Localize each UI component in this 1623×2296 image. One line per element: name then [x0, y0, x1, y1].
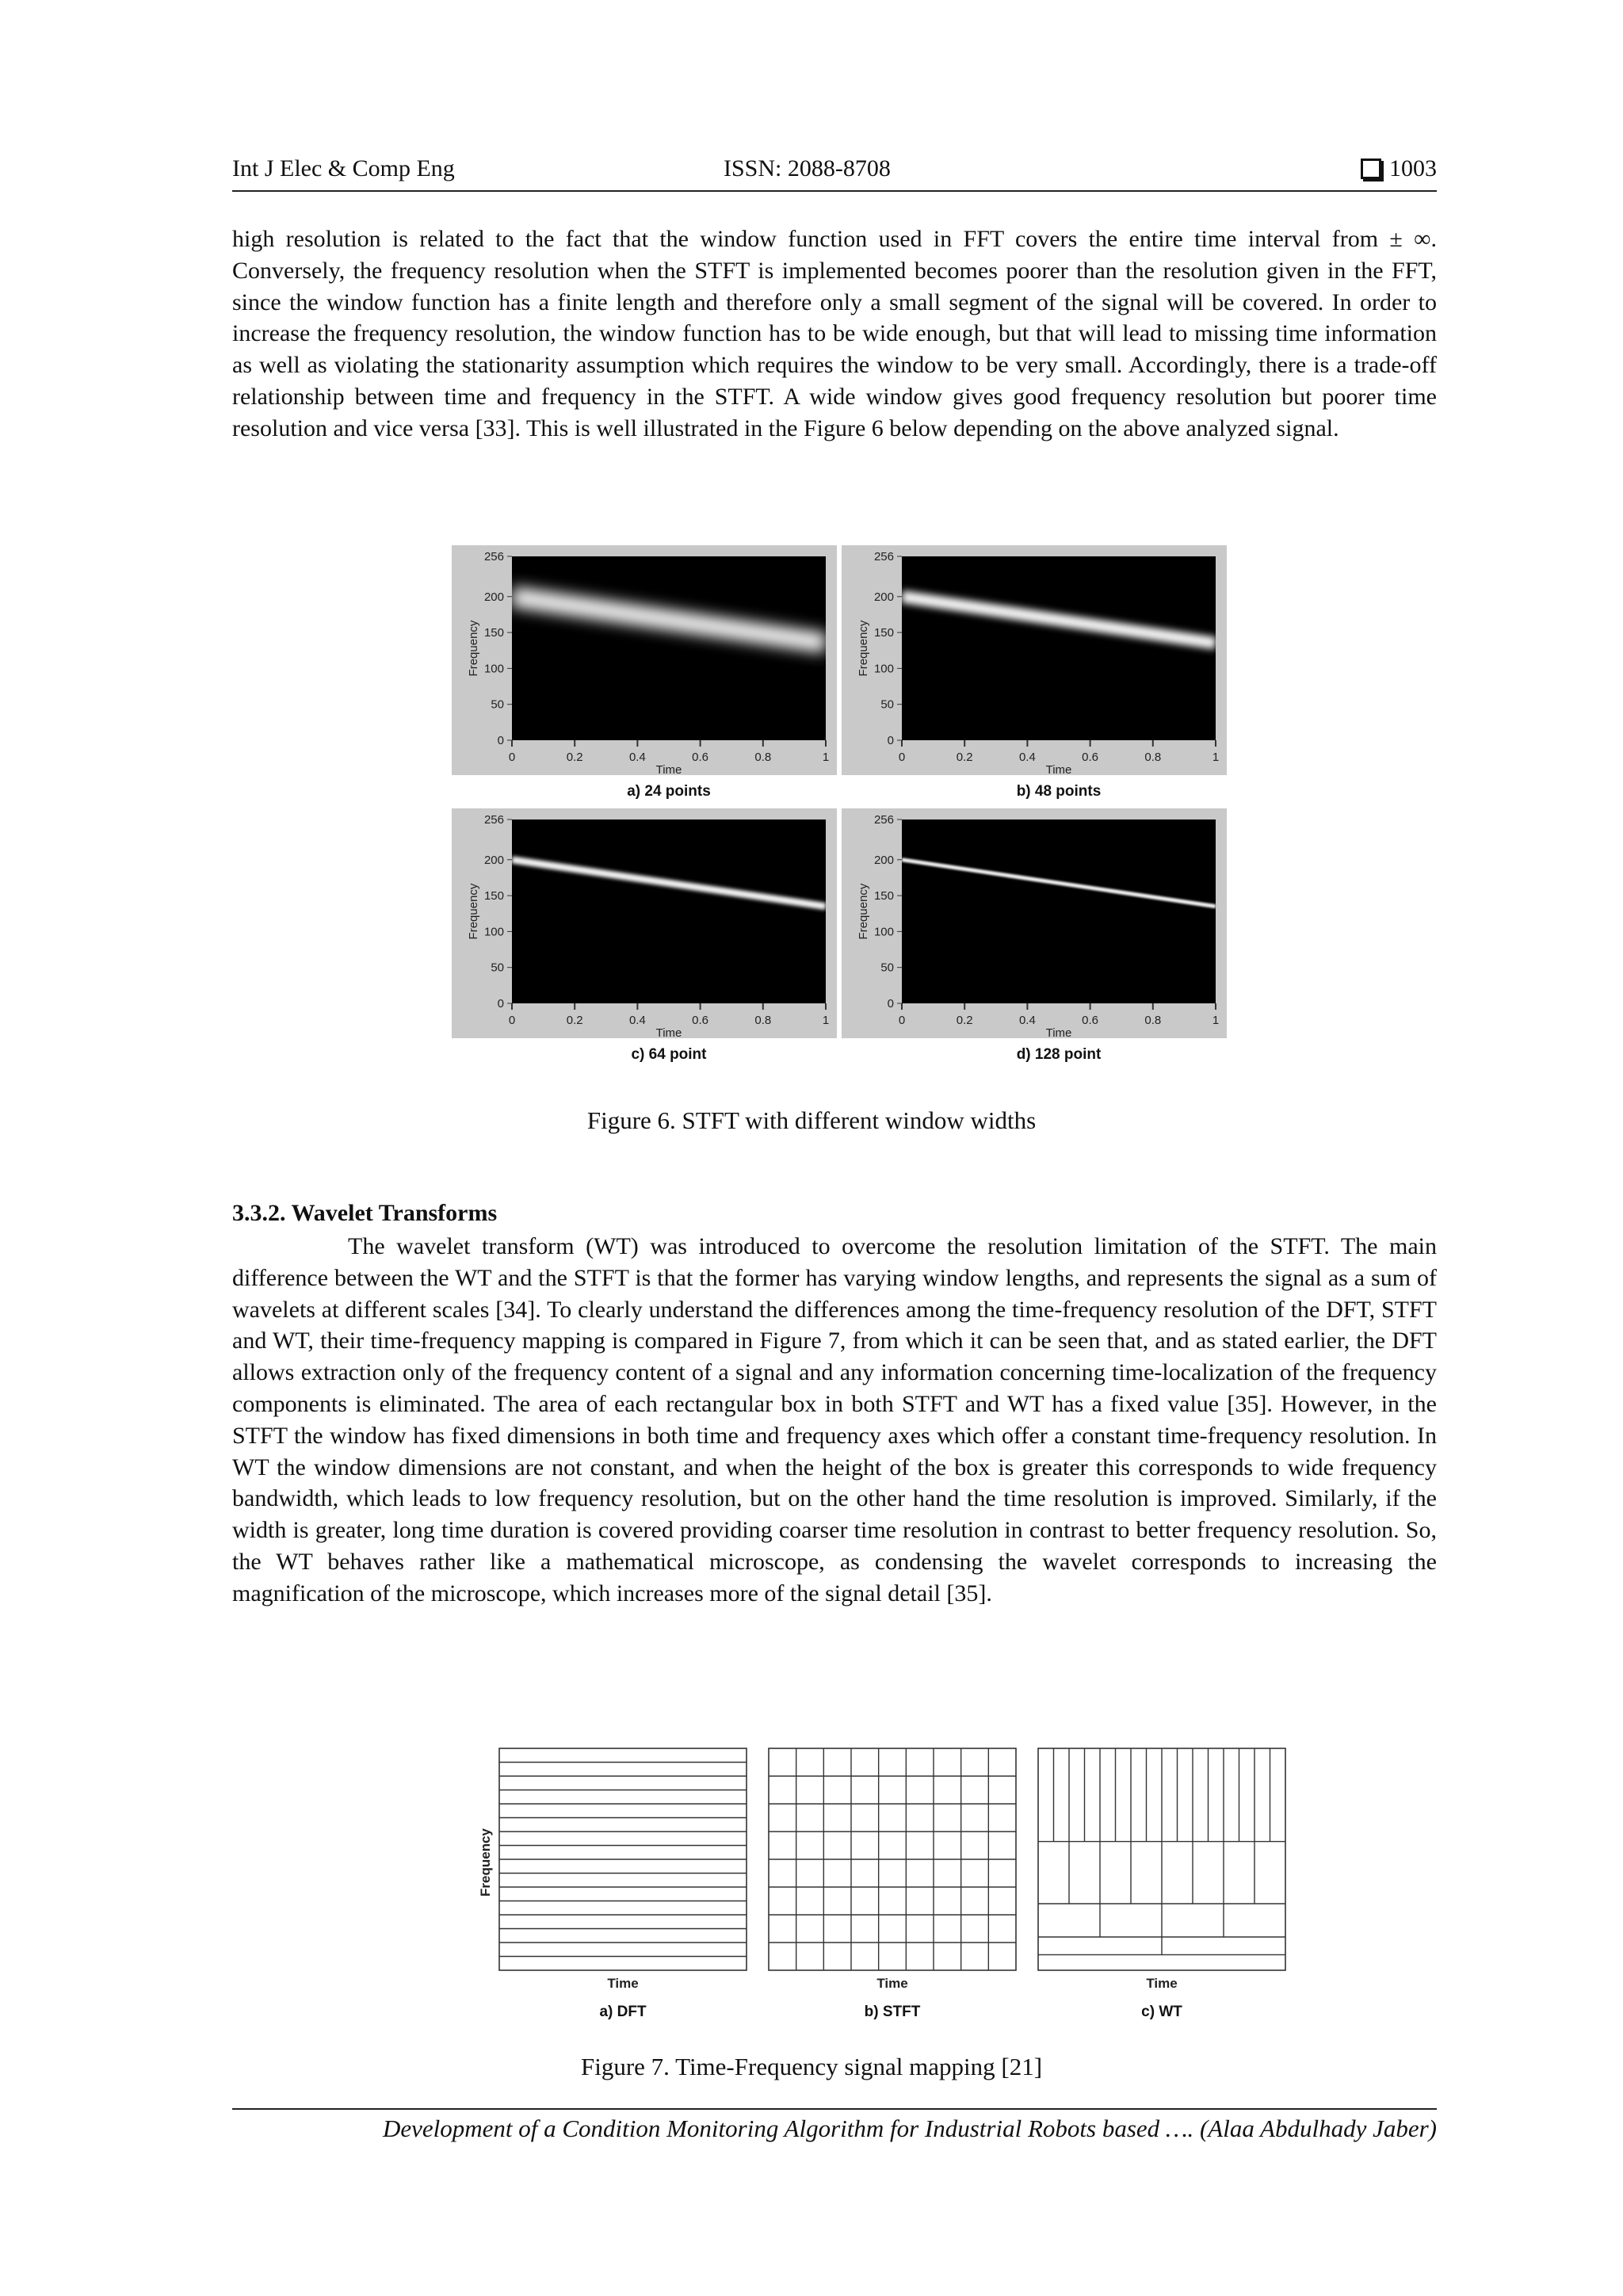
y-axis-label: Frequency: [467, 883, 480, 940]
body-paragraph-2: The wavelet transform (WT) was introduced to overcome the resolution limitation of the STFT. The main difference between the WT and the STFT is that the former has varying window lengths, and represents the signal as a sum of wavelets at different scales [34]. To clearly understand the differences among the time-frequency resolution of the DFT, STFT and WT, their time-frequency mapping is compared in Figure 7, from which it can be seen that, and as stated earlier, the DFT allows extraction only of the frequency content of a signal and any information concerning time-localization of the frequency components is eliminated. The area of each rectangular box in both STFT and WT has a fixed value [35]. However, in the STFT the window has fixed dimensions in both time and frequency axes which offer a constant time-frequency resolution. In WT the window dimensions are not constant, and when the height of the box is greater this corresponds to wide frequency bandwidth, which leads to low frequency resolution, but on the other hand the time resolution is improved. Similarly, if the width is greater, long time duration is covered providing coarser time resolution in contrast to better frequency resolution. So, the WT behaves rather like a mathematical microscope, as condensing the wavelet corresponds to increasing the magnification of the microscope, which increases more of the signal detail [35].: [232, 1233, 1437, 1606]
y-axis-label: Frequency: [478, 1828, 493, 1897]
x-tick-label: 0.4: [1018, 751, 1036, 764]
panel-label: a) DFT: [599, 2004, 647, 2020]
spectrogram-panel: [842, 545, 1227, 800]
y-tick-label: 150: [873, 626, 894, 640]
x-tick-label: 0: [508, 1014, 516, 1027]
panel-label: a) 24 points: [627, 783, 711, 800]
y-axis-label: Frequency: [857, 883, 870, 940]
y-tick-label: 200: [873, 853, 894, 867]
x-axis-label: Time: [607, 1976, 639, 1991]
issn: ISSN: 2088-8708: [724, 155, 891, 181]
y-tick-label: 0: [497, 997, 504, 1010]
footer-rule: [232, 2108, 1437, 2110]
spectrogram-panel: [842, 808, 1227, 1063]
x-tick-label: 0.8: [754, 1014, 772, 1027]
x-tick-label: 0.6: [692, 1014, 709, 1027]
y-tick-label: 100: [483, 662, 504, 676]
y-tick-label: 256: [873, 550, 894, 563]
figure-7-tf-mapping: [468, 1736, 1300, 2021]
tf-grid-panel: [769, 1748, 1016, 2020]
section-heading: 3.3.2. Wavelet Transforms: [232, 1200, 498, 1226]
x-tick-label: 0.4: [1018, 1014, 1036, 1027]
x-tick-label: 1: [822, 751, 830, 764]
y-tick-label: 150: [483, 889, 504, 904]
tf-grid-panel: [1038, 1748, 1285, 2020]
journal-name: Int J Elec & Comp Eng: [232, 155, 455, 181]
y-tick-label: 200: [483, 853, 504, 867]
panel-label: b) STFT: [864, 2004, 921, 2020]
y-tick-label: 256: [873, 813, 894, 827]
y-tick-label: 256: [483, 813, 504, 827]
x-axis-label: Time: [1045, 763, 1072, 777]
y-tick-label: 100: [873, 925, 894, 939]
plot-area: [902, 819, 1216, 1003]
figure-6: [452, 545, 1232, 1072]
tf-grid-panel: [499, 1748, 747, 2020]
x-tick-label: 1: [1212, 751, 1220, 764]
y-tick-label: 256: [483, 550, 504, 563]
y-tick-label: 0: [887, 734, 894, 747]
y-tick-label: 50: [491, 697, 504, 712]
x-tick-label: 0.2: [956, 1014, 973, 1027]
panel-label: c) 64 point: [631, 1046, 707, 1063]
figure-6-caption: Figure 6. STFT with different window widths: [586, 1106, 1037, 1134]
y-tick-label: 200: [483, 590, 504, 604]
plot-area: [512, 556, 826, 740]
y-tick-label: 50: [880, 961, 894, 975]
y-tick-label: 150: [873, 889, 894, 904]
x-tick-label: 0.6: [692, 751, 709, 764]
x-tick-label: 0.2: [566, 751, 583, 764]
x-tick-label: 0: [898, 751, 906, 764]
figure-6-spectrograms: [452, 545, 1232, 1072]
x-tick-label: 0.6: [1082, 1014, 1099, 1027]
x-tick-label: 0.8: [754, 751, 772, 764]
square-bullet-icon: [1361, 159, 1381, 179]
page-header: [232, 155, 1437, 192]
panel-label: d) 128 point: [1016, 1046, 1102, 1063]
y-tick-label: 100: [873, 662, 894, 676]
plot-area: [902, 556, 1216, 740]
x-axis-label: Time: [876, 1976, 908, 1991]
page-footer: Development of a Condition Monitoring Algorithm for Industrial Robots based …. (Alaa Abdulhady Jaber): [382, 2115, 1437, 2142]
x-tick-label: 0.4: [628, 751, 646, 764]
y-tick-label: 50: [491, 961, 504, 975]
x-tick-label: 1: [822, 1014, 830, 1027]
figure-7-caption: Figure 7. Time-Frequency signal mapping [21]: [580, 2053, 1043, 2080]
x-tick-label: 0.8: [1144, 751, 1162, 764]
page-number: 1003: [1389, 155, 1437, 181]
figure-7: [468, 1736, 1300, 2021]
x-tick-label: 0: [508, 751, 516, 764]
panel-label: c) WT: [1141, 2004, 1182, 2020]
y-axis-label: Frequency: [857, 620, 870, 677]
y-axis-label: Frequency: [467, 620, 480, 677]
x-axis-label: Time: [655, 1026, 682, 1040]
x-tick-label: 0.6: [1082, 751, 1099, 764]
plot-area: [512, 819, 826, 1003]
y-tick-label: 0: [887, 997, 894, 1010]
x-tick-label: 0: [898, 1014, 906, 1027]
x-axis-label: Time: [1146, 1976, 1178, 1991]
y-tick-label: 200: [873, 590, 894, 604]
x-tick-label: 0.8: [1144, 1014, 1162, 1027]
panel-label: b) 48 points: [1016, 783, 1102, 800]
body-paragraph-1: high resolution is related to the fact that the window function used in FFT covers the entire time interval from ± ∞. Conversely, the frequency resolution when the STFT is implemented becomes poorer than the resolution given in the FFT, since the window function has a finite length and therefore only a small segment of the signal will be covered. In order to increase the frequency resolution, the window function has to be wide enough, but that will lead to missing time information as well as violating the stationarity assumption which requires the window to be very small. Accordingly, there is a trade-off relationship between time and frequency in the STFT. A wide window gives good frequency resolution but poorer time resolution and vice versa [33]. This is well illustrated in the Figure 6 below depending on the above analyzed signal.: [232, 226, 1437, 441]
y-tick-label: 50: [880, 697, 894, 712]
spectrogram-panel: [452, 545, 837, 800]
x-axis-label: Time: [655, 763, 682, 777]
x-tick-label: 0.2: [956, 751, 973, 764]
y-tick-label: 0: [497, 734, 504, 747]
x-tick-label: 0.4: [628, 1014, 646, 1027]
x-axis-label: Time: [1045, 1026, 1072, 1040]
x-tick-label: 1: [1212, 1014, 1220, 1027]
y-tick-label: 150: [483, 626, 504, 640]
spectrogram-panel: [452, 808, 837, 1063]
x-tick-label: 0.2: [566, 1014, 583, 1027]
y-tick-label: 100: [483, 925, 504, 939]
